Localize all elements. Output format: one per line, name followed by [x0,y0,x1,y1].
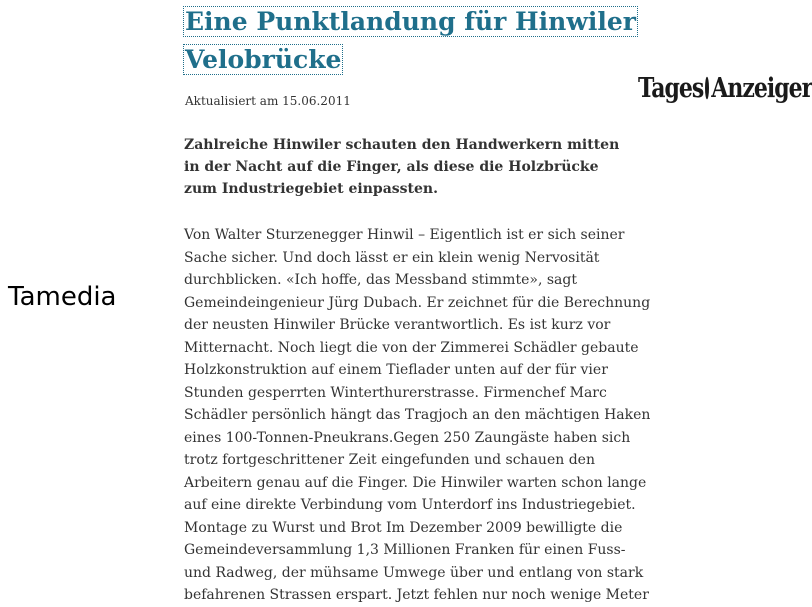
lead-line: Zahlreiche Hinwiler schauten den Handwerkern mitten [184,137,620,153]
lead-line: in der Nacht auf die Finger, als diese die Holzbrücke [184,159,599,175]
body-line: befahrenen Strassen erspart. Jetzt fehlen nur noch wenige Meter [184,587,649,603]
headline-line-1[interactable]: Eine Punktlandung für Hinwiler [185,7,636,36]
body-line: Gemeindeversammlung 1,3 Millionen Franken für einen Fuss- [184,542,626,558]
logo-text-right: Anzeiger [711,71,812,105]
body-line: Stunden gesperrten Winterthurerstrasse. Firmenchef Marc [184,384,607,401]
article-headline [183,3,643,79]
body-line: eines 100-Tonnen-Pneukrans.Gegen 250 Zaungäste haben sich [184,429,631,446]
headline-line-2[interactable]: Velobrücke [185,45,342,74]
article-lead [184,134,624,200]
updated-date: Aktualisiert am 15.06.2011 [185,94,351,108]
body-line: Holzkonstruktion auf einem Tieflader unten auf der für vier [184,362,608,378]
body-line: Arbeitern genau auf die Finger. Die Hinwiler warten schon lange [184,474,647,491]
body-line: trotz fortgeschrittener Zeit eingefunden und schauen den [184,452,595,468]
body-line: Schädler persönlich hängt das Tragjoch an den mächtigen Haken [184,407,651,423]
publisher-name: Tamedia [8,282,117,312]
body-line: Mitternacht. Noch liegt die von der Zimmerei Schädler gebaute [184,339,639,356]
lead-line: zum Industriegebiet einpassten. [184,181,438,197]
body-line: Gemeindeingenieur Jürg Dubach. Er zeichnet für die Berechnung [184,294,651,311]
body-line: Sache sicher. Und doch lässt er ein klein wenig Nervosität [184,249,600,266]
article-body [184,224,651,607]
newspaper-seal-icon [705,77,709,100]
tages-anzeiger-logo [638,66,812,111]
body-line: durchblicken. «Ich hoffe, das Messband stimmte», sagt [184,272,577,288]
body-line: und Radweg, der mühsame Umwege über und entlang von stark [184,564,644,581]
body-line: Von Walter Sturzenegger Hinwil – Eigentlich ist er sich seiner [184,227,625,243]
body-line: auf eine direkte Verbindung vom Unterdorf ins Industriegebiet. [184,497,636,513]
logo-text-left: Tages [638,71,704,105]
body-line: der neusten Hinwiler Brücke verantwortlich. Es ist kurz vor [184,317,611,333]
body-line: Montage zu Wurst und Brot Im Dezember 2009 bewilligte die [184,519,623,536]
